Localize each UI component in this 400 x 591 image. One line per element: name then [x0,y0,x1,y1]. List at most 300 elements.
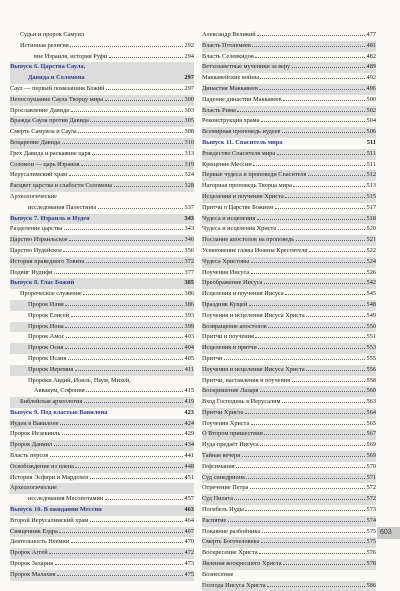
dot-leader [262,532,365,533]
toc-entry [10,181,194,192]
toc-entry-title: Вознесение [202,570,234,578]
toc-page-number: 522 [366,246,376,254]
dot-leader [71,542,183,543]
toc-entry [202,516,376,527]
dot-leader [259,89,365,90]
toc-entry [10,84,194,95]
toc-page-number: 550 [366,322,376,330]
toc-entry-title: Власть Птолемеев [202,41,251,49]
dot-leader [282,132,365,133]
toc-page-number: 356 [184,246,194,254]
toc-section-heading [10,73,194,84]
toc-entry [202,127,376,138]
dot-leader [242,456,365,457]
dot-leader [224,359,365,360]
toc-entry [10,203,194,214]
dot-leader [255,337,365,338]
toc-page-number: 569 [366,452,376,460]
dot-leader [285,294,365,295]
dot-leader [83,294,183,295]
toc-entry [10,537,194,548]
toc-entry-title: Послание апостолов на проповедь [202,236,295,244]
toc-entry-title: Пророк Осия [28,344,64,352]
toc-page-number: 303 [184,106,194,114]
toc-page-number: 586 [366,581,376,589]
toc-entry [202,462,376,473]
dot-leader [54,273,183,274]
toc-page-number: 565 [366,419,376,427]
toc-entry [202,224,376,235]
toc-entry-title: Иуда предаёт Иисуса [202,441,259,449]
dot-leader [66,337,183,338]
toc-entry [202,84,376,95]
toc-page-number: 513 [366,182,376,190]
toc-entry-title: Праздник Кущей [202,300,248,308]
toc-page-number: 423 [184,408,194,416]
toc-entry [202,505,376,516]
toc-entry-title: исследования Месопотамии [28,495,104,503]
toc-entry [10,354,194,365]
toc-page-number: 572 [366,484,376,492]
toc-entry-title: Разделение царства [10,225,63,233]
dot-leader [59,532,183,533]
toc-page-number: 343 [184,225,194,233]
toc-entry-title: Пророки Авдий, Иоиль, Наум, Михей, [28,376,131,384]
toc-page-number: 429 [184,430,194,438]
toc-entry-title: Грех Давида и раскаяние царя [10,149,91,157]
toc-entry [202,300,376,311]
dot-leader [245,413,365,414]
toc-entry [10,149,194,160]
dot-leader [260,78,365,79]
dot-leader [234,499,365,500]
toc-entry [202,527,376,538]
toc-entry [202,62,376,73]
toc-entry-title: Возвращение апостолов [202,322,267,330]
toc-page-number: 467 [184,527,194,535]
toc-entry-title: Иудеи в Вавилоне [10,419,59,427]
toc-entry [10,289,194,300]
toc-entry-title: Истинная религия [20,41,69,49]
toc-entry-title: Воцарение Давида [10,138,60,146]
toc-entry [202,322,376,333]
dot-leader [267,586,365,587]
toc-page-number: 343 [184,214,194,222]
toc-page-number: 300 [184,95,194,103]
toc-page-number: 521 [366,236,376,244]
toc-entry [202,257,376,268]
toc-entry-title: вне Израиля, история Руфи [34,52,108,60]
toc-entry [10,192,194,203]
toc-entry-title: Притчи, наставления и поучения [202,376,291,384]
toc-entry [202,192,376,203]
toc-page-number: 337 [184,203,194,211]
dot-leader [55,564,184,565]
dot-leader [253,165,365,166]
toc-entry [10,311,194,322]
dot-leader [86,391,183,392]
toc-entry-title: История Эсфири и Мардохея [10,473,89,481]
toc-page-number: 310 [184,138,194,146]
toc-entry-title: Поучения Христа [202,419,250,427]
toc-entry [10,160,194,171]
toc-entry [202,440,376,451]
toc-page-number: 492 [366,74,376,82]
toc-entry-title: Суд синедриона [202,473,245,481]
toc-entry [202,397,376,408]
dot-leader [62,434,183,435]
toc-entry-title: Пророк Иона [28,322,64,330]
toc-page-number: 404 [184,344,194,352]
dot-leader [98,208,183,209]
dot-leader [64,229,183,230]
toc-entry [10,52,194,63]
page-number: 603 [377,527,400,539]
dot-leader [109,57,183,58]
toc-page-number: 520 [366,225,376,233]
toc-page-number: 551 [366,333,376,341]
toc-page-number: 576 [366,549,376,557]
toc-page-number: 464 [184,516,194,524]
toc-page-number: 481 [366,41,376,49]
toc-entry-title: Подвиг Иудифи [10,268,53,276]
toc-entry-title: Воскресение Христа [202,549,258,557]
toc-page-number: 553 [366,344,376,352]
dot-leader [264,434,365,435]
toc-page-number: 386 [184,290,194,298]
toc-entry-title: Пророк Елисей [28,311,70,319]
toc-page-number: 570 [366,462,376,470]
dot-leader [251,273,365,274]
dot-leader [86,262,183,263]
toc-entry-title: Царство Иудейское [10,246,62,254]
toc-entry-title: Смерть Самуила и Саула [10,128,77,136]
toc-entry [202,548,376,559]
dot-leader [277,154,366,155]
toc-page-number: 346 [184,236,194,244]
toc-page-number: 571 [366,473,376,481]
toc-entry [202,343,376,354]
toc-page-number: 472 [184,549,194,557]
toc-page-number: 297 [184,74,194,82]
toc-entry-title: Покаяние разбойника [202,527,261,535]
toc-entry [10,106,194,117]
dot-leader [283,564,365,565]
toc-entry [10,440,194,451]
toc-entry-title: Библейская археология [20,398,83,406]
toc-entry-title: Вход Господень в Иерусалим [202,398,281,406]
toc-entry-title: Распятие [202,516,227,524]
toc-entry-title: Смерть Богочеловека [202,538,260,546]
dot-leader [292,67,365,68]
dot-leader [236,467,365,468]
toc-entry [202,289,376,300]
toc-entry [10,386,194,397]
toc-page-number: 441 [184,452,194,460]
dot-leader [114,186,183,187]
toc-page-number: 434 [184,441,194,449]
toc-entry [202,386,376,397]
toc-page-number: 511 [366,160,376,168]
toc-page-number: 308 [184,128,194,136]
toc-entry-title: Преображение Иисуса [202,279,263,287]
dot-leader [69,240,183,241]
dot-leader [251,262,365,263]
toc-page-number: 556 [366,365,376,373]
toc-entry-title: Освобождение из плена [10,462,74,470]
toc-section-heading [10,278,194,289]
dot-leader [49,553,183,554]
dot-leader [309,251,365,252]
toc-entry-title: Выпуск 9. Под властью Вавилона [10,408,108,416]
toc-entry [202,106,376,117]
dot-leader [261,121,365,122]
toc-entry [10,30,194,41]
dot-leader [268,327,365,328]
toc-page-number: 405 [184,354,194,362]
toc-page-number: 548 [366,300,376,308]
toc-section-heading [10,505,194,516]
dot-leader [65,305,183,306]
toc-page-number: 415 [184,387,194,395]
toc-entry [10,419,194,430]
toc-entry-title: Пророк Иеремия [28,365,74,373]
dot-leader [251,424,365,425]
toc-entry [202,451,376,462]
toc-page-number: 574 [366,516,376,524]
toc-entry-title: Исцеления и поучения Иисуса [202,290,284,298]
dot-leader [258,348,365,349]
toc-page-number: 377 [184,268,194,276]
dot-leader [90,478,184,479]
toc-entry [10,332,194,343]
toc-section-heading [202,138,376,149]
toc-page-number: 292 [184,41,194,49]
dot-leader [257,35,365,36]
toc-entry-title: Притчи Христа [202,408,244,416]
toc-page-number: 319 [184,160,194,168]
toc-entry [202,52,376,63]
toc-entry [10,462,194,473]
toc-page-number: 482 [366,52,376,60]
toc-page-number: 473 [184,560,194,568]
dot-leader [62,143,184,144]
toc-entry-title: Расцвет царства и слабости Соломона [10,182,113,190]
toc-entry [202,494,376,505]
toc-entry-title: Рождество Спасителя мира [202,149,276,157]
toc-entry-title: Притчи о Царстве Божием [202,203,274,211]
toc-entry-title: Отречение Петра [202,484,249,492]
dot-leader [264,283,365,284]
toc-entry-title: Чудеса и исцеления Христа [202,225,277,233]
toc-page-number: 563 [366,398,376,406]
toc-entry-title: Пророк Аггей [10,549,48,557]
toc-entry [202,149,376,160]
dot-leader [69,175,184,176]
toc-entry [10,365,194,376]
dot-leader [90,121,183,122]
toc-entry-title: Погибель Иуды [202,506,244,514]
toc-entry-title: Выпуск 6. Царства Саула, [10,63,86,71]
toc-entry-title: Пророк Захария [10,560,53,568]
toc-entry-title: Археологические [10,484,57,492]
dot-leader [283,100,365,101]
toc-entry-title: Суд Пилата [202,495,233,503]
toc-entry [202,559,376,570]
toc-entry-title: Вражда Саула против Давида [10,117,89,125]
toc-page-number: 569 [366,441,376,449]
toc-entry-title: Первые чудеса и проповеди Спасителя [202,171,307,179]
toc-entry [202,30,376,41]
toc-page-number: 575 [366,538,376,546]
toc-page-number: 555 [366,354,376,362]
toc-page-number: 545 [366,290,376,298]
toc-entry [10,376,194,387]
toc-entry-title: Аввакум, Софония [34,387,85,395]
toc-entry [10,170,194,181]
dot-leader [228,521,365,522]
toc-page-number: 393 [184,311,194,319]
toc-left-column [10,30,194,581]
toc-entry-title: Археологические [10,192,57,200]
toc-entry [202,41,376,52]
toc-entry [10,516,194,527]
toc-entry-title: Пророк Даниил [10,441,53,449]
toc-entry [202,95,376,106]
toc-page-number: 305 [184,117,194,125]
toc-right-column [202,30,376,591]
toc-entry [10,224,194,235]
toc-page-number: 475 [184,570,194,578]
dot-leader [57,575,183,576]
toc-page-number: 504 [366,117,376,125]
dot-leader [68,359,183,360]
dot-leader [259,553,365,554]
toc-page-number: 470 [184,538,194,546]
dot-leader [54,445,183,446]
toc-entry-title: Пророк Иезекииль [10,430,61,438]
dot-leader [70,46,183,47]
dot-leader [78,132,183,133]
toc-entry [202,483,376,494]
dot-leader [81,165,183,166]
toc-page-number: 313 [184,149,194,157]
toc-page-number: 386 [184,300,194,308]
toc-entry-title: Маккавейские войны [202,74,259,82]
toc-entry-title: Явления воскресшего Христа [202,560,282,568]
toc-entry-title: Выпуск 7. Израиль и Иудея [10,214,90,222]
toc-entry-title: Священник Ездра [10,527,58,535]
toc-entry [202,73,376,84]
toc-entry [10,494,194,505]
toc-page-number: 511 [366,138,376,146]
toc-entry-title: Пророческое служение [20,290,82,298]
toc-entry [10,95,194,106]
dot-leader [106,89,183,90]
toc-entry-title: Ветхозаветные мученики за веру [202,63,291,71]
dot-leader [75,370,183,371]
dot-leader [261,542,365,543]
toc-page-number: 424 [184,419,194,427]
toc-entry-title: Воскрешение Лазаря [202,387,259,395]
toc-entry-title: Выпуск 10. В ожидании Мессии [10,506,102,514]
toc-entry [202,203,376,214]
toc-page-number: 573 [366,506,376,514]
toc-page-number: 448 [184,462,194,470]
toc-entry [202,581,376,591]
dot-leader [60,424,183,425]
toc-entry-title: Притчи [202,354,223,362]
toc-entry [202,160,376,171]
toc-entry-title: Падение династии Маккавеев [202,95,282,103]
toc-page-number: 575 [366,527,376,535]
toc-entry [10,257,194,268]
dot-leader [292,381,365,382]
dot-leader [308,175,365,176]
toc-entry [10,559,194,570]
toc-page-number: 511 [366,149,376,157]
toc-page-number: 502 [366,106,376,114]
toc-page-number: 457 [184,495,194,503]
toc-entry-title: Гефсимания [202,462,235,470]
toc-page-number: 518 [366,214,376,222]
toc-entry-title: Господа Иисуса Христа [202,581,266,589]
toc-page-number: 524 [366,257,376,265]
toc-entry [10,527,194,538]
toc-entry-title: Власть Селевкидов [202,52,254,60]
dot-leader [105,499,183,500]
toc-page-number: 463 [184,506,194,514]
toc-page-number: 411 [184,365,194,373]
toc-entry [202,376,376,387]
dot-leader [63,251,183,252]
toc-page-number: 567 [366,430,376,438]
toc-entry-title: Саул — первый помазанник Божий [10,84,105,92]
toc-entry [202,354,376,365]
toc-entry [10,570,194,581]
toc-entry-title: Непослушание Саула Творцу мира [10,95,104,103]
toc-entry [202,473,376,484]
toc-section-heading [10,214,194,225]
toc-entry-title: Выпуск 8. Глас Божий [10,279,75,287]
toc-entry-title: Деятельность Неемии [10,538,70,546]
toc-entry-title: Прославление Давида [10,106,70,114]
dot-leader [252,46,365,47]
toc-entry [202,278,376,289]
toc-page-number: 372 [184,257,194,265]
toc-page-number: 328 [184,182,194,190]
dot-leader [282,402,365,403]
toc-page-number: 324 [184,171,194,179]
dot-leader [75,467,183,468]
toc-page-number: 578 [366,560,376,568]
toc-entry-title: Реконструкция храма [202,117,260,125]
toc-page-number: 517 [366,203,376,211]
toc-entry-title: История праведного Товита [10,257,85,265]
toc-entry [10,268,194,279]
toc-entry [10,127,194,138]
toc-entry-title: Династия Маккавеев [202,84,258,92]
toc-entry-title: Власть персов [10,452,49,460]
dot-leader [65,327,183,328]
toc-entry-title: Всемирная проповедь иудеев [202,128,281,136]
toc-page-number: 399 [184,322,194,330]
toc-entry [10,246,194,257]
toc-entry-title: Выпуск 11. Спаситель мира [202,138,283,146]
toc-entry [202,246,376,257]
toc-entry-title: Давида и Соломона [28,74,85,82]
toc-entry [10,300,194,311]
